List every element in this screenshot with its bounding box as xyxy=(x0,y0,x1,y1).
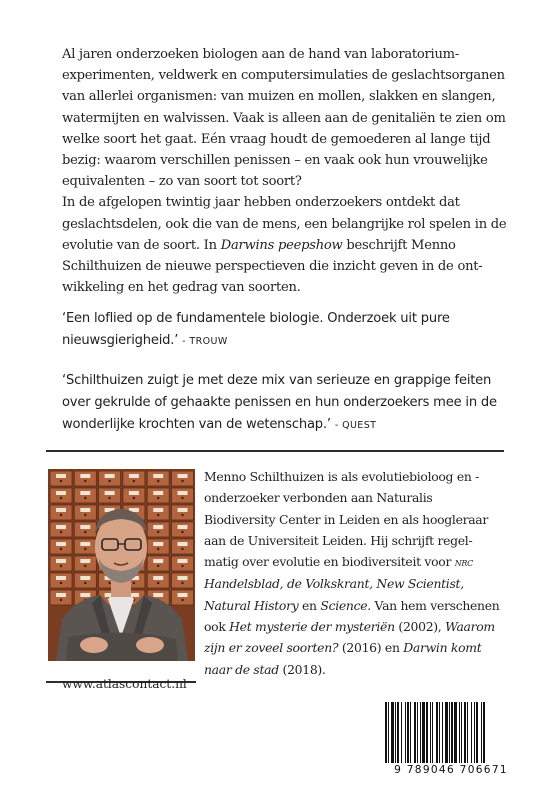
book-title: Darwins peepshow xyxy=(220,237,343,253)
bio-text: Menno Schilthuizen is als evolutiebioloog en -onderzoeker verbonden aan Naturalis Biodiversity Center in Leiden en als hoogleraar aan de Universiteit Leiden. Hij schrijft regel-matig over evolutie en biodiversiteit voor xyxy=(204,469,489,570)
bio-text: (2018). xyxy=(278,661,326,677)
publisher-url[interactable]: www.atlascontact.nl xyxy=(62,677,187,691)
blurb-text: beschrijft Menno Schilthuizen de nieuwe perspectieven die inzicht geven in de ont-wikkeling en het gedrag van soorten. xyxy=(62,237,483,296)
bio-text: . Van hem verschenen ook xyxy=(204,597,500,635)
blurb-paragraph-2 xyxy=(62,192,517,298)
bio-publication: Science xyxy=(320,597,368,613)
review-quote-trouw xyxy=(62,308,512,353)
bio-publication-list: Handelsblad, de Volkskrant, New Scientist, Natural History xyxy=(204,576,464,613)
blurb xyxy=(62,44,517,298)
isbn-number: 9 789046 706671 xyxy=(381,763,521,777)
blurb-text: In de afgelopen twintig jaar hebben onderzoekers ontdekt dat geslachtsdelen, ook die van de mens, een belangrijke rol spelen in de evolutie van de soort. In xyxy=(62,195,507,253)
bio-text: (2016) en xyxy=(338,640,404,656)
bio-book-title: Het mysterie der mysteriën xyxy=(229,619,395,635)
blurb-paragraph-1: Al jaren onderzoeken biologen aan de hand van laboratorium-experimenten, veldwerk en computersimulaties de geslachtsorganen van allerlei organismen: van muizen en mollen, slakken en slangen, watermijten en walvissen. Vaak is alleen aan de genitaliën te zien om welke soort het gaat. Eén vraag houdt de gemoederen al lange tijd bezig: waarom verschillen penissen – en vaak ook hun vrouwelijke equivalenten – zo van soort tot soort? xyxy=(62,47,506,190)
bio-text: en xyxy=(298,597,321,613)
author-photo xyxy=(48,469,195,661)
bio-book-title: Darwin komt naar de stad xyxy=(204,640,482,677)
quote-text: ‘Schilthuizen zuigt je met deze mix van serieuze en grappige feiten over gekrulde of gehaakte penissen en hun onderzoekers mee in de wonderlijke krochten van de wetenschap.’ xyxy=(62,373,497,432)
quote-source: - TROUW xyxy=(182,336,228,347)
review-quote-quest xyxy=(62,370,512,437)
quote-source: - QUEST xyxy=(334,420,377,431)
bio-publication-nrc: nrc xyxy=(454,556,473,570)
author-bio xyxy=(204,466,504,680)
author-portrait xyxy=(48,469,195,661)
bio-book-title: Waarom zijn er zoveel soorten? xyxy=(204,619,495,656)
bio-text: (2002), xyxy=(394,619,446,635)
quote-text: ‘Een loflied op de fundamentele biologie. Onderzoek uit pure nieuwsgierigheid.’ xyxy=(62,311,450,348)
divider xyxy=(46,450,504,452)
